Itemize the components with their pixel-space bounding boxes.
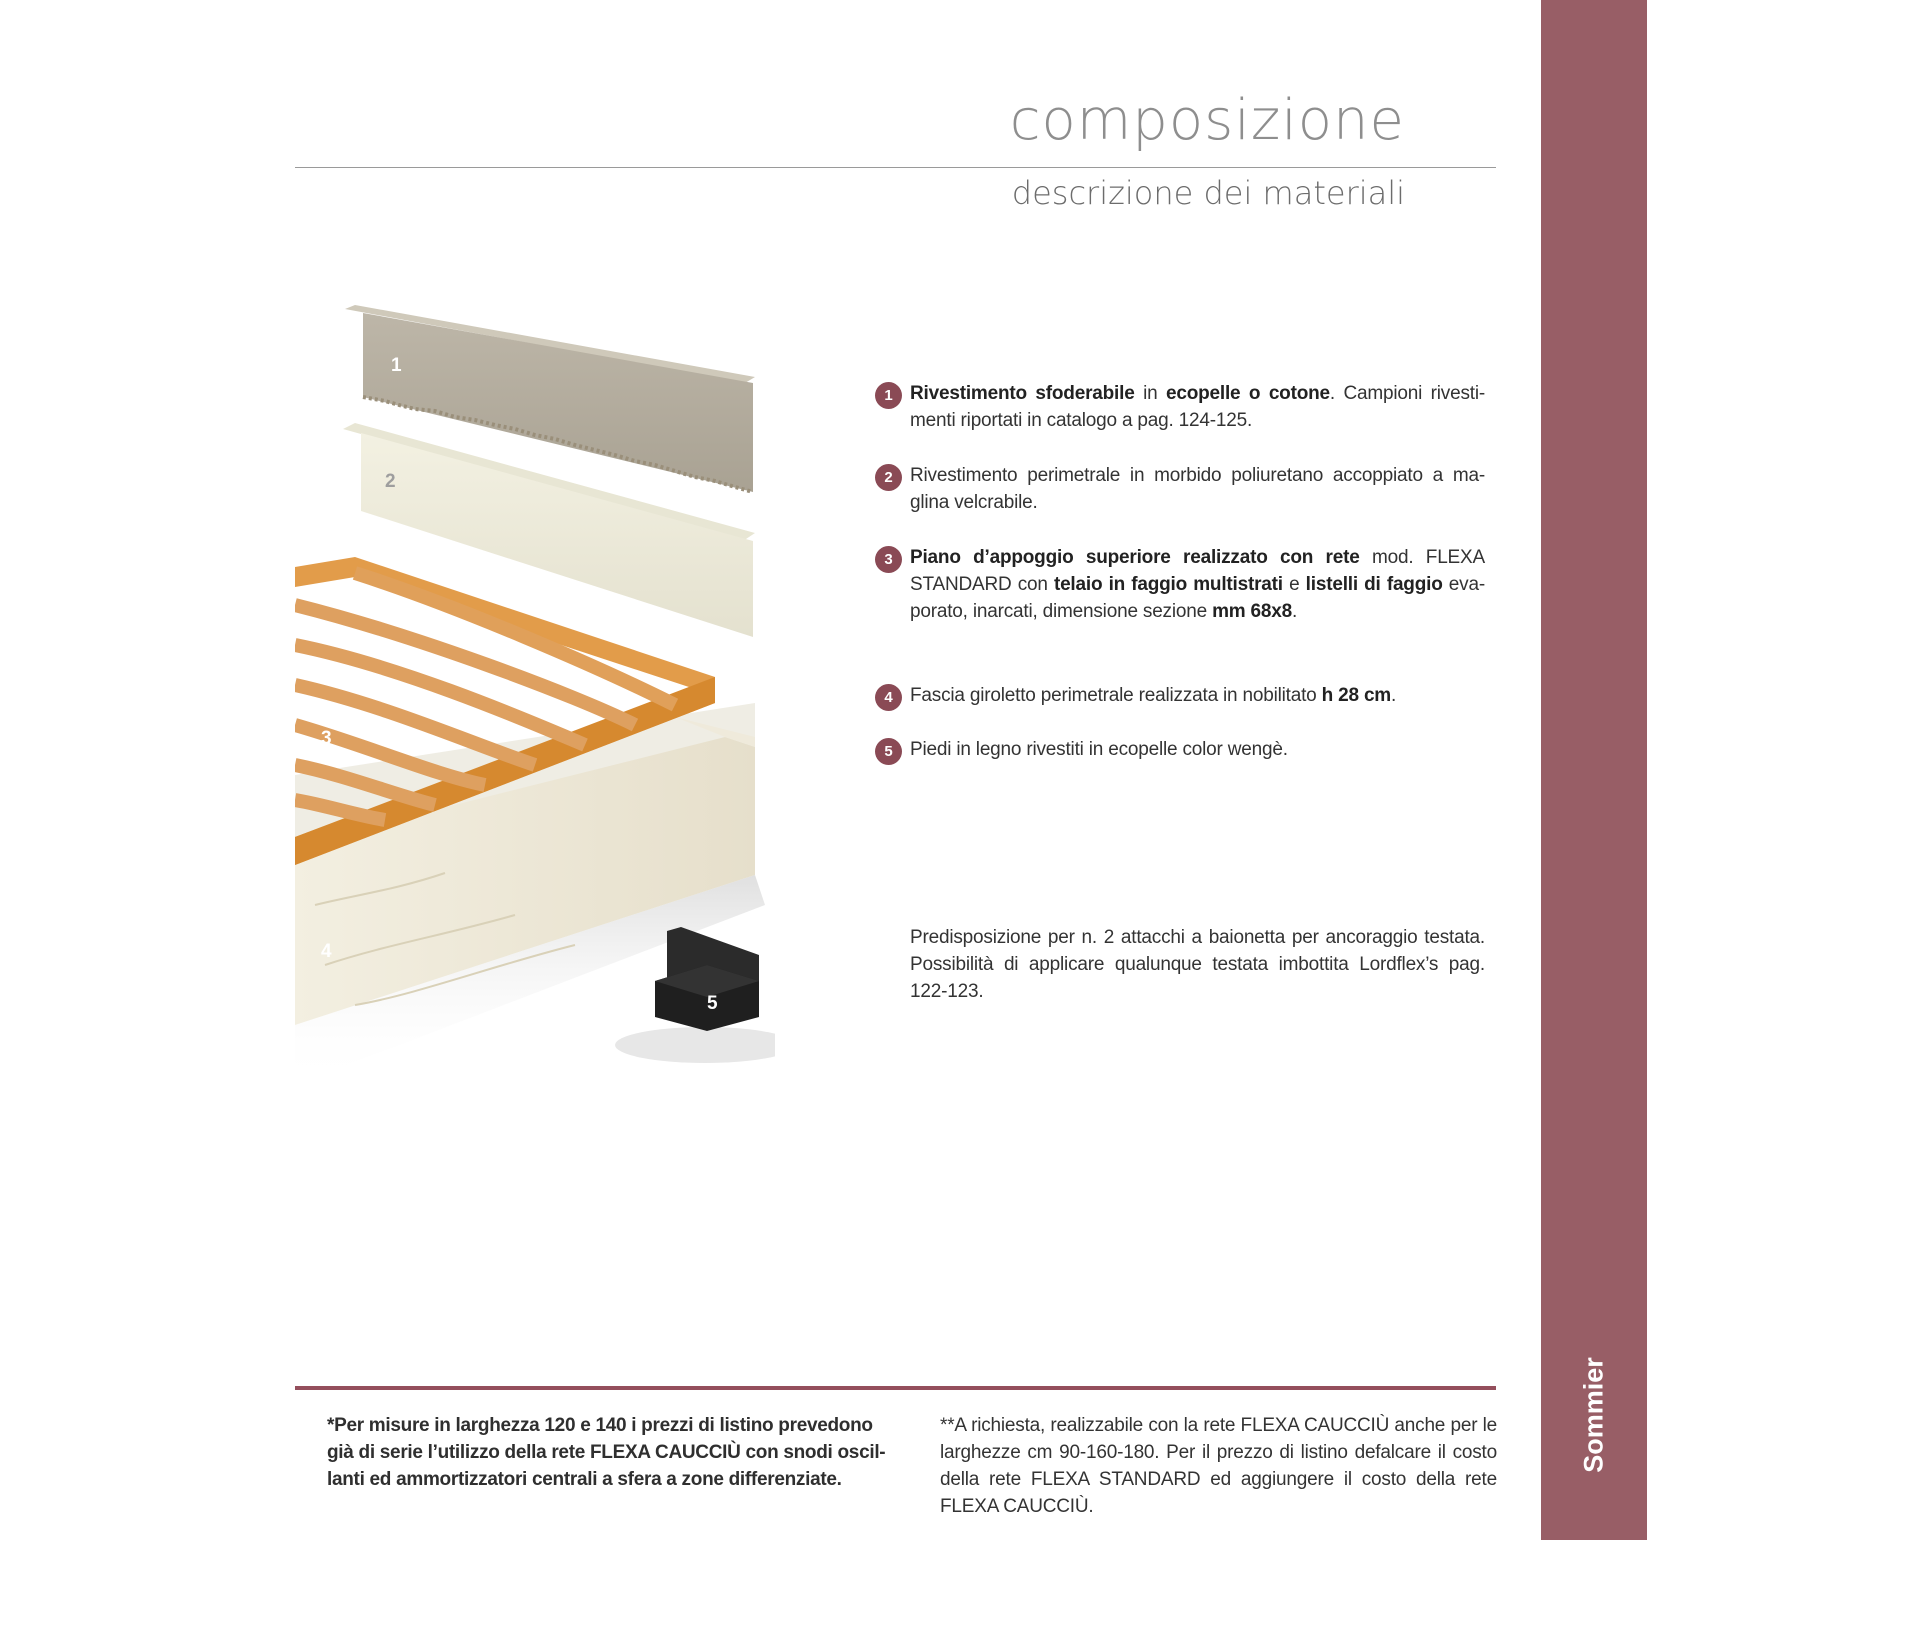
text-segment: Rivestimento sfoderabile [910,383,1135,404]
part-label-2: 2 [385,471,396,492]
text-segment: e [1282,574,1306,595]
item-number-badge: 2 [875,464,902,491]
text-segment: Piedi in legno rivestiti in ecopelle color wengè. [910,739,1288,760]
material-item-5 [875,736,1485,765]
bed-exploded-illustration [295,305,775,1105]
item-number-badge: 1 [875,382,902,409]
headboard-note: Predisposizione per n. 2 attacchi a baionetta per ancoraggio testata. Possibilità di applicare qualunque testata imbottita Lordflex’s pag. 122-123. [910,927,1485,1002]
footnote-left: *Per misure in larghezza 120 e 140 i prezzi di listino prevedono già di serie l’utilizzo della rete FLEXA CAUCCIÙ con snodi oscil-lanti ed ammortizzatori centrali a sfera a zone differenziate. [327,1415,886,1490]
item-number-badge: 4 [875,684,902,711]
text-segment: h 28 cm [1321,685,1391,706]
text-segment: in [1134,383,1166,404]
material-description [910,380,1485,434]
text-segment: mod. FLEXA STANDARD con [910,547,1485,595]
material-item-2 [875,462,1485,516]
text-segment: . Campioni rivesti-menti riportati in catalogo a pag. 124-125. [910,383,1485,431]
page-title: composizione [1009,88,1405,153]
part-label-3: 3 [321,728,332,749]
text-segment: mm 68x8 [1212,601,1292,622]
footnote-right: **A richiesta, realizzabile con la rete FLEXA CAUCCIÙ anche per le larghezze cm 90-160-180. Per il prezzo di listino defalcare il costo della rete FLEXA STANDARD ed aggiungere il costo della rete FLEXA CAUCCIÙ. [940,1415,1497,1517]
part-label-4: 4 [321,941,332,962]
item-number-badge: 3 [875,546,902,573]
text-segment: Rivestimento perimetrale in morbido poliuretano accoppiato a ma-glina velcrabile. [910,465,1485,513]
material-description [910,544,1485,625]
side-tab-label: Sommier [1578,1357,1609,1473]
side-tab-band [1541,0,1647,1540]
material-item-1 [875,380,1485,434]
text-segment: Piano d’appoggio superiore realizzato con rete [910,547,1360,568]
title-divider [295,167,1496,168]
part-label-1: 1 [391,355,402,376]
text-segment: telaio in faggio multistrati [1053,574,1283,595]
material-description [910,682,1485,709]
text-segment: eva-porato, inarcati, dimensione sezione [910,574,1485,622]
item-number-badge: 5 [875,738,902,765]
part-label-5: 5 [707,993,718,1014]
text-segment: . [1391,685,1397,706]
text-segment: . [1292,601,1298,622]
text-segment: Fascia giroletto perimetrale realizzata in nobilitato [910,685,1322,706]
text-segment: ecopelle o cotone [1165,383,1330,404]
footer-divider [295,1386,1496,1390]
page-subtitle: descrizione dei materiali [1011,174,1405,212]
material-description [910,462,1485,516]
material-item-4 [875,682,1485,711]
material-item-3 [875,544,1485,625]
text-segment: listelli di faggio [1305,574,1443,595]
material-description [910,736,1485,763]
